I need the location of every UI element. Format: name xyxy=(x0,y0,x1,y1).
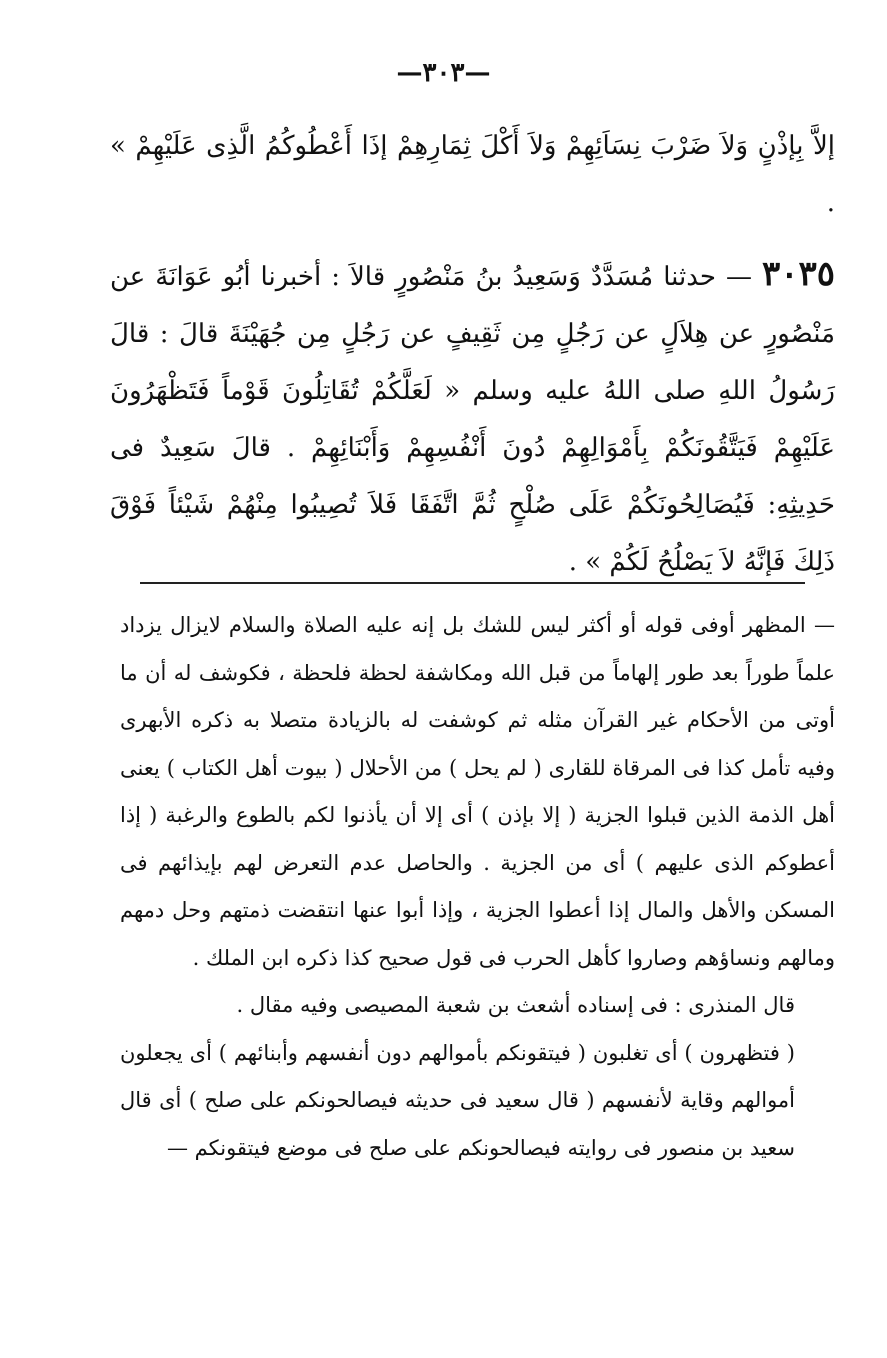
commentary-paragraph: ( فتظهرون ) أى تغلبون ( فيتقونكم بأموالهم دون أنفسهم وأبنائهم ) أى يجعلون أموالهم وقاية لأنفسهم ( قال سعيد فى حديثه فيصالحونكم على صلح ) أى قال سعيد بن منصور فى روايته فيصالحونكم على صلح فى موضع فيتقونكم — xyxy=(120,1040,795,1160)
footnote-divider xyxy=(140,582,805,584)
commentary-paragraph: قال المنذرى : فى إسناده أشعث بن شعبة المصيصى وفيه مقال . xyxy=(236,993,795,1017)
hadith-number: ٣٠٣٥ xyxy=(761,254,836,294)
page-number: —٣٠٣— xyxy=(396,58,491,88)
hadith-continuation: إلاَّ بِإذْنٍ وَلاَ ضَرْبَ نِسَاَئِهِمْ وَلاَ أَكْلَ ثِمَارِهِمْ إذَا أَعْطُوكُمُ الَّذِى عَلَيْهِمْ » . xyxy=(110,131,835,218)
hadith-paragraph xyxy=(110,246,835,591)
hadith-text-block xyxy=(110,118,835,591)
commentary-paragraph: — المظهر أوفى قوله أو أكثر ليس للشك بل إنه عليه الصلاة والسلام لايزال يزداد علماً طوراً بعد طور إلهاماً من قبل الله ومكاشفة لحظة فلحظة ، فكوشف له أن ما أوتى من الأحكام غير القرآن مثله ثم كوشفت له بالزيادة متصلا به ذكره الأبهرى وفيه تأمل كذا فى المرقاة للقارى ( لم يحل ) من الأحلال ( بيوت أهل الكتاب ) يعنى أهل الذمة الذين قبلوا الجزية ( إلا بإذن ) أى إلا أن يأذنوا لكم بالطوع والرغبة ( إذا أعطوكم الذى عليهم ) أى من الجزية . والحاصل عدم التعرض لهم بإيذائهم فى المسكن والأهل والمال إذا أعطوا الجزية ، وإذا أبوا عنها انتقضت ذمتهم وحل دمهم ومالهم ونساؤهم وصاروا كأهل الحرب فى قول صحيح كذا ذكره ابن الملك . xyxy=(120,613,835,970)
commentary-block xyxy=(120,602,835,1172)
hadith-body: — حدثنا مُسَدَّدٌ وَسَعِيدُ بنُ مَنْصُورٍ قالاَ : أخبرنا أبُو عَوَانَةَ عن مَنْصُورٍ عن هِلاَلٍ عن رَجُلٍ مِن ثَقِيفٍ عن رَجُلٍ مِن جُهَيْنَةَ قالَ : قالَ رَسُولُ اللهِ صلى اللهُ عليه وسلم « لَعَلَّكُمْ تُقَاتِلُونَ قَوْماً فَتَظْهَرُونَ عَلَيْهِمْ فَيَتَّقُونَكُمْ بِأَمْوَالِهِمْ دُونَ أَنْفُسِهِمْ وَأَبْنَائِهِمْ . قالَ سَعِيدٌ فى حَدِيثِهِ: فَيُصَالِحُونَكُمْ عَلَى صُلْحٍ ثُمَّ اتَّفَقَا فَلاَ تُصِيبُوا مِنْهُمْ شَيْئاً فَوْقَ ذَلِكَ فَإنَّهُ لاَ يَصْلُحُ لَكُمْ » . xyxy=(110,262,835,577)
